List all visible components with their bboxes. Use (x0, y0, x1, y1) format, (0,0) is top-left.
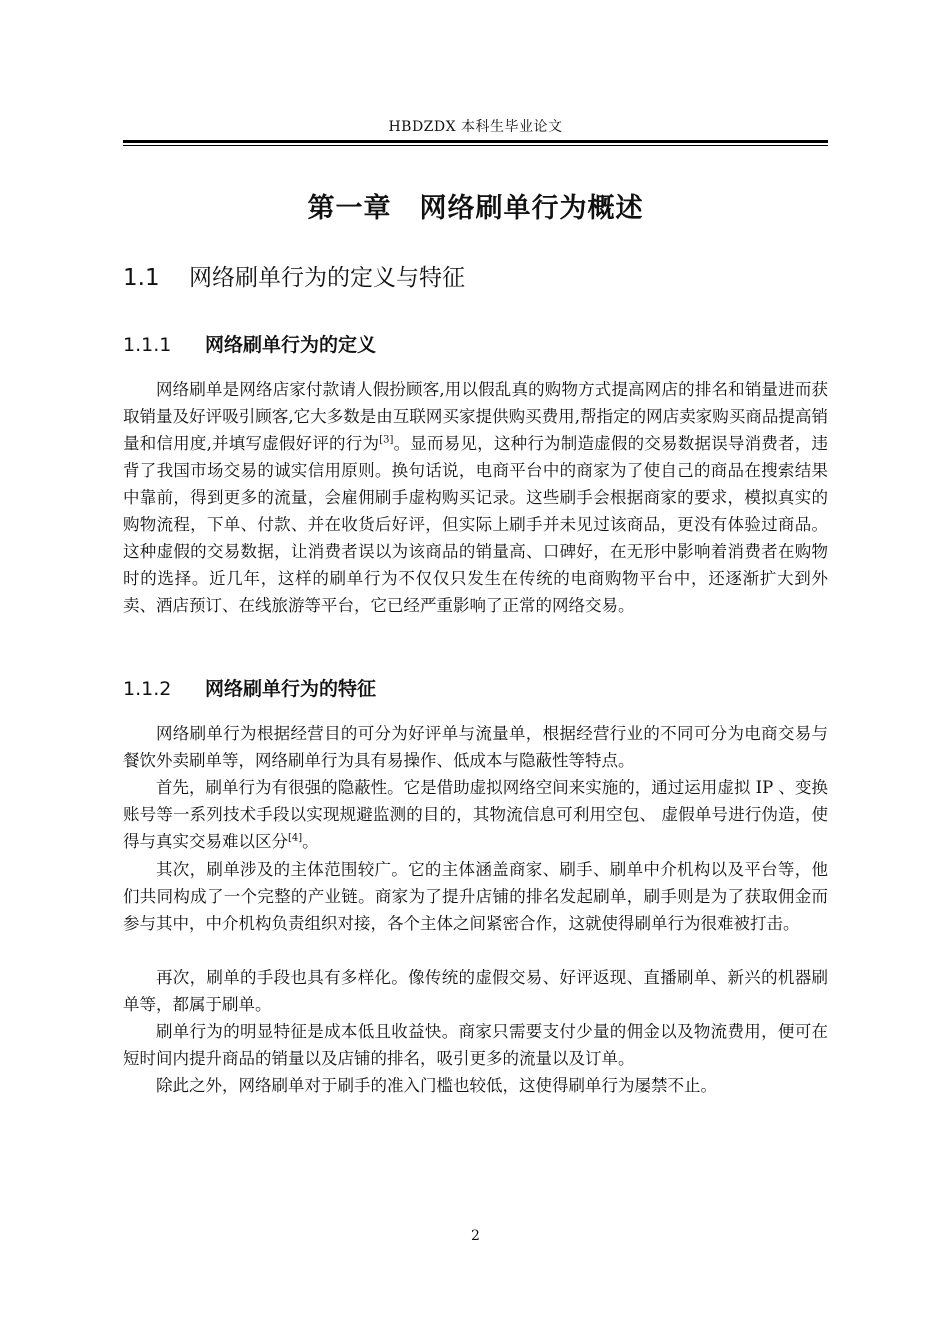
features-fifth-paragraph: 除此之外，网络刷单对于刷手的准入门槛也较低，这使得刷单行为屡禁不止。 (156, 1076, 717, 1095)
features-second-paragraph: 其次，刷单涉及的主体范围较广。它的主体涵盖商家、刷手、刷单中介机构以及平台等，他们共同构成了一个完整的产业链。商家为了提升店铺的排名发起刷单，刷手则是为了获取佣金而参与其中，中介机构负责组织对接，各个主体之间紧密合作，这就使得刷单行为很难被打击。 (123, 860, 828, 933)
subsection-title: 网络刷单行为的定义 (205, 334, 377, 356)
header-rule-thin (123, 145, 828, 146)
subsection-title: 网络刷单行为的特征 (205, 678, 377, 700)
citation-ref: [4] (288, 832, 303, 844)
subsection-heading-features (123, 674, 376, 701)
running-header: HBDZDX 本科生毕业论文 (388, 119, 563, 135)
citation-ref: [3] (379, 434, 394, 446)
features-intro-paragraph: 网络刷单行为根据经营目的可分为好评单与流量单，根据经营行业的不同可分为电商交易与餐饮外卖刷单等，网络刷单行为具有易操作、低成本与隐蔽性等特点。 (123, 724, 828, 770)
features-first-paragraph (123, 774, 828, 855)
page-number: 2 (471, 1228, 480, 1244)
definition-text: 网络刷单是网络店家付款请人假扮顾客,用以假乱真的购物方式提高网店的排名和销量进而获取销量及好评吸引顾客,它大多数是由互联网买家提供购买费用,帮指定的网店卖家购买商品提高销量和信用度,并填写虚假好评的行为 (123, 380, 828, 453)
features-third-paragraph: 再次，刷单的手段也具有多样化。像传统的虚假交易、好评返现、直播刷单、新兴的机器刷单等，都属于刷单。 (123, 968, 828, 1014)
section-title: 网络刷单行为的定义与特征 (189, 265, 465, 291)
header-rule-thick (123, 140, 828, 143)
definition-text-cont: 。显而易见，这种行为制造虚假的交易数据误导消费者，违背了我国市场交易的诚实信用原则。换句话说，电商平台中的商家为了使自己的商品在搜索结果中靠前，得到更多的流量，会雇佣刷手虚构购买记录。这些刷手会根据商家的要求，模拟真实的购物流程，下单、付款、并在收货后好评，但实际上刷手并未见过该商品，更没有体验过商品。这种虚假的交易数据，让消费者误以为该商品的销量高、口碑好，在无形中影响着消费者在购物时的选择。近几年，这样的刷单行为不仅仅只发生在传统的电商购物平台中，还逐渐扩大到外卖、酒店预订、在线旅游等平台，它已经严重影响了正常的网络交易。 (123, 434, 828, 615)
chapter-title: 第一章 网络刷单行为概述 (307, 193, 644, 224)
definition-paragraph (123, 376, 828, 619)
features-first-text: 首先，刷单行为有很强的隐蔽性。它是借助虚拟网络空间来实施的，通过运用虚拟 IP 、变换账号等一系列技术手段以实现规避监测的目的，其物流信息可利用空包、 虚假单号进行伪造，使得与真实交易难以区分 (123, 778, 828, 851)
features-fourth-paragraph: 刷单行为的明显特征是成本低且收益快。商家只需要支付少量的佣金以及物流费用，便可在短时间内提升商品的销量以及店铺的排名，吸引更多的流量以及订单。 (123, 1022, 828, 1068)
subsection-heading-definition (123, 330, 376, 357)
subsection-number: 1.1.2 (123, 678, 172, 700)
features-first-end: 。 (302, 832, 319, 851)
section-heading (123, 259, 465, 292)
section-number: 1.1 (123, 265, 160, 291)
subsection-number: 1.1.1 (123, 334, 172, 356)
